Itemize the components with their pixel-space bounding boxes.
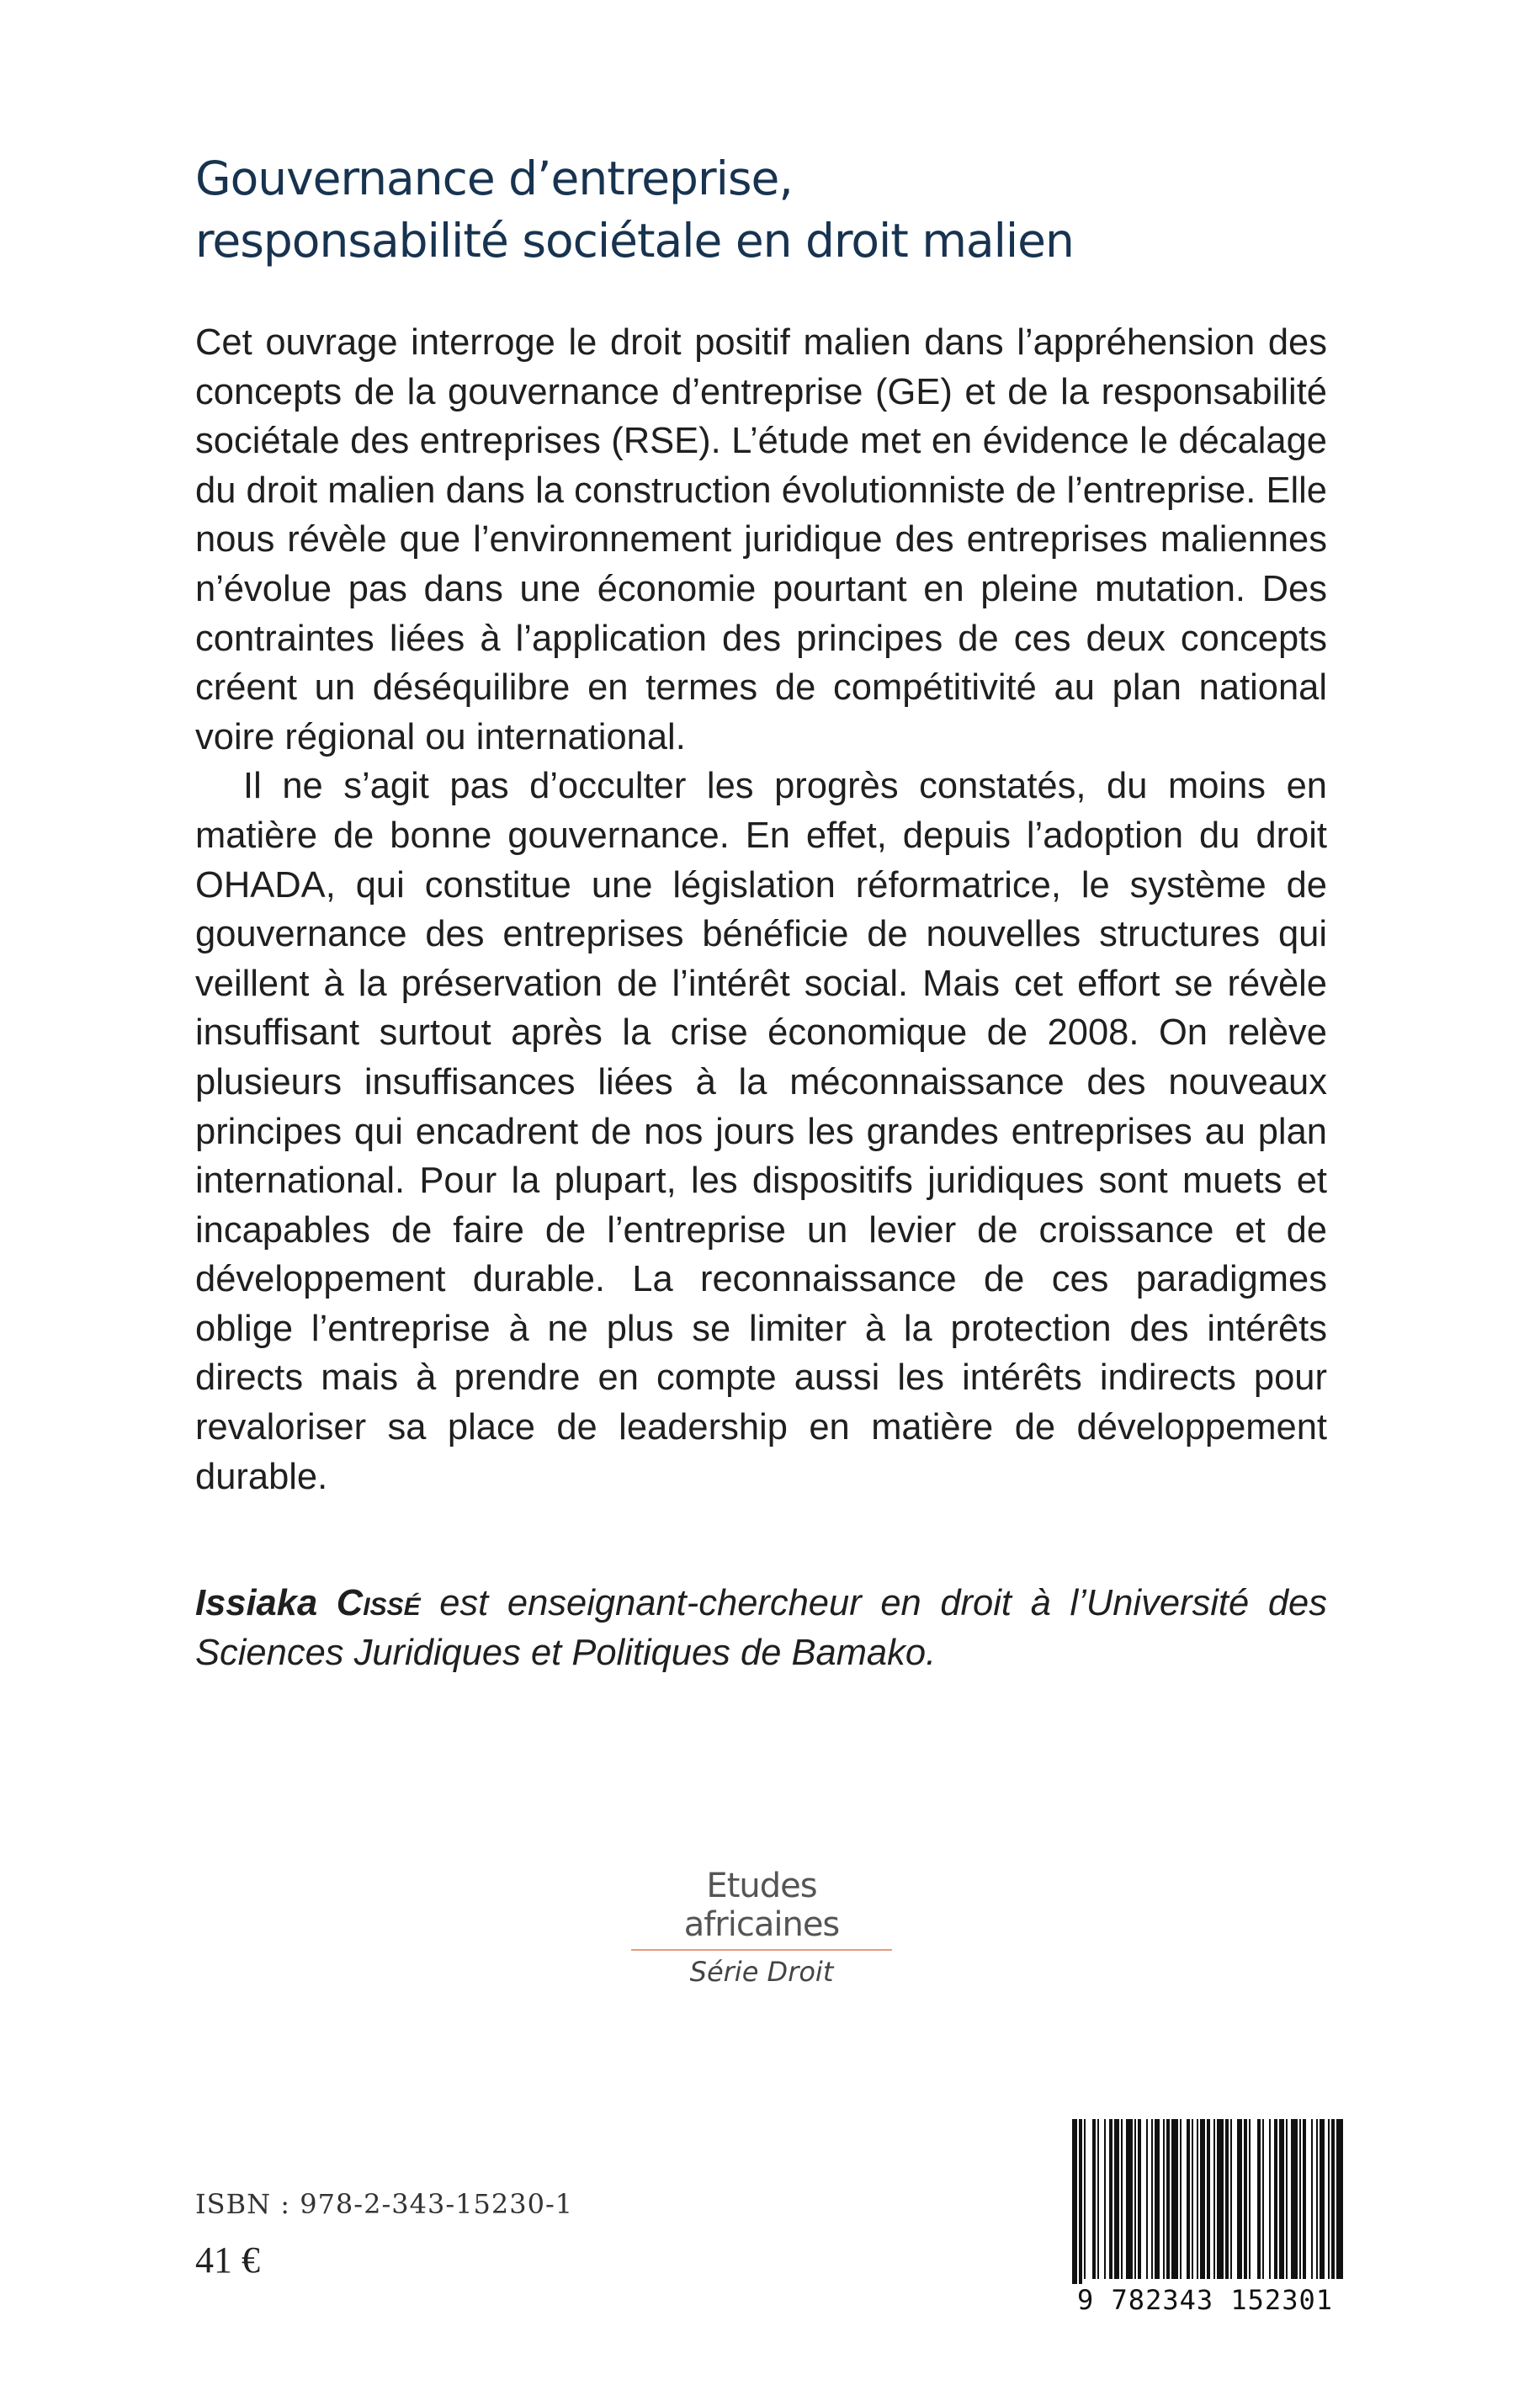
barcode-bar	[1109, 2119, 1113, 2279]
series-divider	[631, 1949, 892, 1951]
blurb-paragraph-2: Il ne s’agit pas d’occulter les progrès constatés, du moins en matière de bonne gouvernance. En effet, depuis l’adoption du droit OHADA, qui constitue une législation réformatrice, le système de gouvernance des entreprises bénéficie de nouvelles structures qui veillent à la préservation de l’intérêt social. Mais cet effort se révèle insuffisant surtout après la crise économique de 2008. On relève plusieurs insuffisances liées à la méconnaissance des nouveaux principes qui encadrent de nos jours les grandes entreprises au plan international. Pour la plupart, les dispositifs juridiques sont muets et incapables de faire de l’entreprise un levier de croissance et de développement durable. La reconnaissance de ces paradigmes oblige l’entreprise à ne plus se limiter à la protection des intérêts directs mais à prendre en compte aussi les intérêts indirects pour revaloriser sa place de leadership en matière de développement durable.	[195, 766, 1327, 1497]
barcode-bar	[1274, 2119, 1277, 2279]
barcode-bar	[1104, 2119, 1106, 2279]
barcode-bar	[1197, 2119, 1198, 2279]
barcode-bar	[1072, 2119, 1077, 2284]
barcode-bar	[1097, 2119, 1099, 2279]
barcode-bar	[1316, 2119, 1318, 2279]
author-last-name: Cissé	[336, 1583, 421, 1623]
series-logo	[631, 1867, 892, 1988]
barcode-bar	[1200, 2119, 1205, 2279]
barcode-bar	[1134, 2119, 1136, 2279]
barcode-bar	[1336, 2119, 1343, 2279]
barcode-bar	[1230, 2119, 1232, 2279]
author-bio-text: est enseignant-chercheur en droit à l’Université des Sciences Juridiques et Politiques de Bamako.	[195, 1583, 1327, 1673]
title-line-2: responsabilité sociétale en droit malien	[195, 214, 1074, 268]
barcode-bar	[1217, 2119, 1224, 2279]
barcode-bar	[1126, 2119, 1133, 2279]
barcode-bar	[1286, 2119, 1288, 2279]
barcode-bar	[1303, 2119, 1306, 2279]
barcode-bar	[1084, 2119, 1086, 2279]
barcode-bar	[1262, 2119, 1264, 2279]
barcode-bar	[1151, 2119, 1153, 2279]
price: 41 €	[195, 2239, 260, 2281]
barcode-bar	[1269, 2119, 1271, 2279]
barcode-digits: 9 782343 152301	[1077, 2284, 1333, 2316]
barcode-bar	[1320, 2119, 1325, 2279]
blurb	[195, 318, 1327, 1501]
author-first-name: Issiaka	[195, 1583, 318, 1623]
series-subseries: Série Droit	[689, 1956, 834, 1988]
barcode-bar	[1079, 2119, 1082, 2284]
barcode-bar	[1166, 2119, 1170, 2279]
barcode-bar	[1311, 2119, 1313, 2279]
barcode-bar	[1331, 2119, 1335, 2279]
barcode-bar	[1171, 2119, 1178, 2279]
barcode-bar	[1180, 2119, 1182, 2279]
barcode-bar	[1187, 2119, 1190, 2279]
barcode-bar	[1225, 2119, 1229, 2279]
barcode-bar	[1163, 2119, 1165, 2279]
barcode-bar	[1114, 2119, 1119, 2279]
series-name: Etudes africaines	[683, 1867, 840, 1944]
barcode-bar	[1155, 2119, 1160, 2279]
barcode-bar	[1207, 2119, 1210, 2279]
barcode-bar	[1192, 2119, 1193, 2279]
barcode-bar	[1121, 2119, 1123, 2279]
barcode-bar	[1291, 2119, 1298, 2279]
barcode-bar	[1299, 2119, 1301, 2279]
author-bio	[195, 1579, 1327, 1677]
barcode-bar	[1213, 2119, 1215, 2279]
barcode-bar	[1249, 2119, 1251, 2279]
barcode-bar	[1244, 2119, 1247, 2279]
title-line-1: Gouvernance d’entreprise,	[195, 151, 793, 205]
barcode-bar	[1138, 2119, 1141, 2279]
isbn: ISBN : 978-2-343-15230-1	[195, 2188, 574, 2220]
barcode-bar	[1328, 2119, 1330, 2279]
book-title	[195, 147, 1373, 272]
barcode	[1062, 2116, 1348, 2314]
barcode-bar	[1279, 2119, 1284, 2279]
blurb-paragraph-1: Cet ouvrage interroge le droit positif malien dans l’appréhension des concepts de la gouvernance d’entreprise (GE) et de la responsabilité sociétale des entreprises (RSE). L’étude met en évidence le décalage du droit malien dans la construction évolutionniste de l’entreprise. Elle nous révèle que l’environnement juridique des entreprises maliennes n’évolue pas dans une économie pourtant en pleine mutation. Des contraintes liées à l’application des principes de ces deux concepts créent un déséquilibre en termes de compétitivité au plan national voire régional ou international.	[195, 322, 1327, 757]
barcode-bar	[1092, 2119, 1096, 2279]
barcode-bar	[1257, 2119, 1261, 2279]
barcode-bar	[1146, 2119, 1148, 2279]
barcode-bar	[1237, 2119, 1242, 2279]
